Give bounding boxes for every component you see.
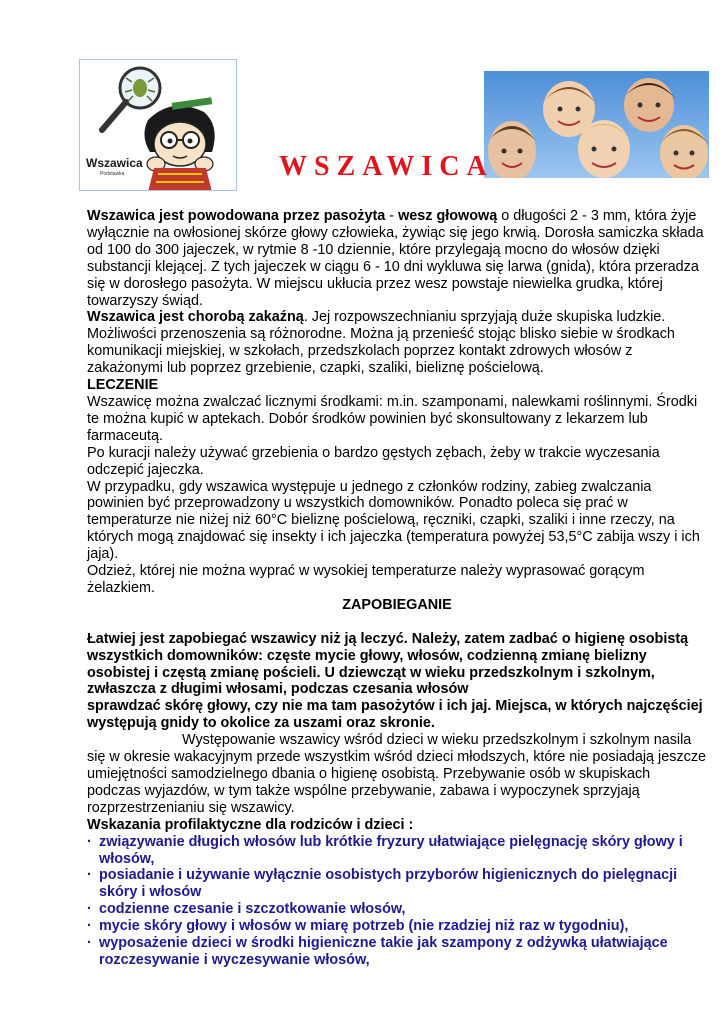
prevention-paragraph-rest: się w okresie wakacyjnym przede wszystkim wśród dzieci młodszych, które nie posiadają jeszcze umiejętności samodzielnego dbania o higienę osobistą. Przebywanie osób w skupiskach podczas wyjazdów, w tym także wspólne przebywanie, zabawa i wypoczynek sprzyjają rozprzestrzenianiu się wszawicy. [87,749,707,816]
bullet-icon: · [87,918,92,935]
logo-illustration [79,59,237,191]
intro-paragraph [87,208,707,309]
intro-bold-2: wesz głowową [398,208,498,224]
page-title: WSZAWICA [279,151,494,182]
leczenie-paragraph-2: Po kuracji należy używać grzebienia o bardzo gęstych zębach, żeby w trakcie wyczesania odczepić jajeczka. [87,444,660,478]
list-item-text: mycie skóry głowy i włosów w miarę potrzeb (nie rzadziej niż raz w tygodniu), [99,918,629,935]
prevention-list [87,834,707,969]
bullet-icon: · [87,867,92,884]
intro-text-1: - [385,208,399,224]
contagion-paragraph [87,309,707,377]
leczenie-paragraph-3: W przypadku, gdy wszawica występuje u jednego z członków rodziny, zabieg zwalczania powinien być przeprowadzony u wszystkich domowników. Ponadto poleca się prać w temperaturze nie niżej niż 60°C bieliznę pościelową, ręczniki, czapki, szaliki i inne rzeczy, na których mogą znajdować się insekty i ich jajeczka (temperatura powyżej 53,5°C zabija wszy i ich jaja). [87,478,700,563]
logo-text: Wszawica [86,156,143,170]
wskazania-heading: Wskazania profilaktyczne dla rodziców i dzieci : [87,816,414,833]
list-item-text: związywanie długich włosów lub krótkie fryzury ułatwiające pielęgnację skóry głowy i włosów, [99,833,683,867]
intro-bold-1: Wszawica jest powodowana przez pasożyta [87,208,386,224]
children-photo [484,71,709,178]
list-item-text: codzienne czesanie i szczotkowanie włosów, [99,901,406,918]
contagion-bold: Wszawica jest chorobą zakaźną [87,309,304,326]
spacer [87,614,707,631]
logo-subtext: Podstawka [100,171,125,177]
list-item-text: wyposażenie dzieci w środki higieniczne takie jak szampony z odżywką ułatwiające rozczesywanie i wyczesywanie włosów, [99,935,668,968]
bullet-icon: · [87,833,92,850]
list-item [87,935,707,969]
list-item [87,867,707,901]
bullet-icon: · [87,935,92,952]
prevention-bold-2: sprawdzać skórę głowy, czy nie ma tam pasożytów i ich jaj. Miejsca, w których najczęściej występują gnidy to okolice za uszami oraz skronie. [87,698,703,732]
list-item-text: posiadanie i używanie wyłącznie osobistych przyborów higienicznych do pielęgnacji skóry i włosów [99,867,678,901]
leczenie-heading: LECZENIE [87,377,159,394]
list-item [87,901,707,918]
children-photo-icon [484,71,709,178]
list-item [87,918,707,935]
bullet-icon: · [87,901,92,918]
leczenie-paragraph-1: Wszawicę można zwalczać licznymi środkami: m.in. szamponami, nalewkami roślinnymi. Środki te można kupić w aptekach. Dobór środków powinien być skonsultowany z lekarzem lub farmaceutą. [87,393,698,444]
prevention-bold-1: Łatwiej jest zapobiegać wszawicy niż ją leczyć. Należy, zatem zadbać o higienę osobistą wszystkich domowników: częste mycie głowy, włosów, codzienną zmianę bielizny osobistej i częstą zmianę pościeli. U dziewcząt w wieku przedszkolnym i szkolnym, zwłaszcza z długimi włosami, podczas czesania włosów [87,630,689,698]
prevention-paragraph-first: Występowanie wszawicy wśród dzieci w wieku przedszkolnym i szkolnym nasila [182,732,692,749]
contagion-text: . Jej rozpowszechnianiu sprzyjają duże skupiska ludzkie. Możliwości przenoszenia są różnorodne. Można ją przenieść stojąc blisko siebie w środkach komunikacji miejskiej, w szkołach, przedszkolach poprzez kontakt zdrowych włosów z zakażonymi lub poprzez grzebienie, czapki, szaliki, bieliznę pościelową. [87,309,675,377]
document-body [87,208,707,969]
leczenie-paragraph-4: Odzież, której nie można wyprać w wysokiej temperaturze należy wyprasować gorącym żelazkiem. [87,563,645,596]
zapobieganie-heading: ZAPOBIEGANIE [342,596,452,613]
intro-text-2: o długości 2 - 3 mm, która żyje wyłącznie na owłosionej skórze głowy człowieka, żywiąc się jego krwią. Dorosła samiczka składa od 100 do 300 jajeczek, w rytmie 8 -10 dziennie, które przylegają mocno do włosów dzięki substancji klejącej. Z tych jajeczek w ciągu 6 - 10 dni wykluwa się larwa (gnida), która przeradza się w dorosłego pasożyta. W miejscu ukłucia przez wesz powstaje niewielka grudka, której towarzyszy świąd. [87,208,704,309]
list-item [87,834,707,868]
